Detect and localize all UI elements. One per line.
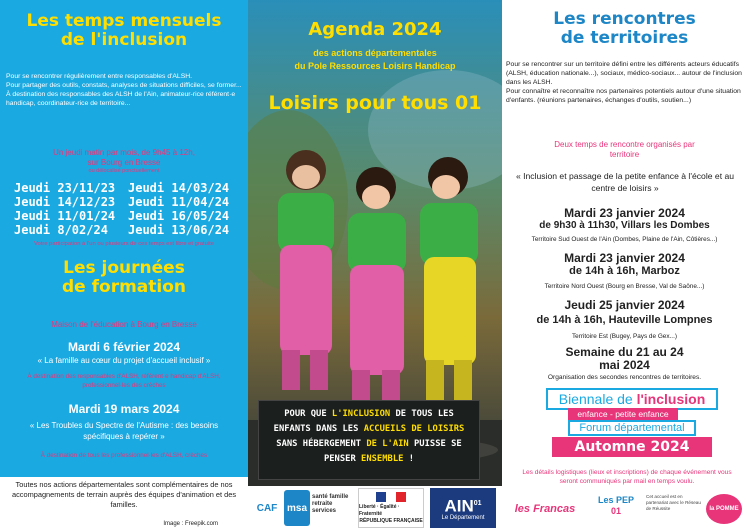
ain-number: 01 — [473, 499, 482, 507]
meeting2-time: de 14h à 16h, Marboz — [569, 265, 680, 277]
monthly-title — [0, 12, 248, 50]
subtitle-line: du Pole Ressources Loisirs Handicap — [294, 61, 456, 71]
participation-note: Votre participation à l'un ou plusieurs de ces temps est libre et gratuite — [34, 241, 214, 247]
territories-title-line2: de territoires — [560, 28, 689, 48]
children-illustration — [248, 125, 502, 425]
date-item: Jeudi 8/02/24 — [14, 223, 108, 237]
intro-paragraph: Pour se rencontrer régulièrement entre responsables d'ALSH. — [6, 73, 193, 80]
statement-part: SANS HÉBERGEMENT — [276, 439, 367, 449]
monthly-intro — [6, 72, 242, 108]
francas-text: les Francas — [514, 503, 576, 515]
inclusion-statement — [258, 400, 480, 480]
schedule-line: ou délocalisé ponctuellement — [88, 168, 160, 174]
training-place: Maison de l'éducation à Bourg en Bresse — [51, 320, 197, 329]
monthly-dates — [14, 181, 236, 237]
ain-wordmark — [444, 495, 481, 516]
pomme-text: la POMME — [709, 506, 739, 512]
territories-title-line1: Les rencontres — [553, 9, 696, 29]
meeting2-date: Mardi 23 janvier 2024 — [564, 251, 685, 265]
partner-text: Cet accueil est en partenariat avec le Réseau de Réussite — [646, 494, 701, 511]
statement-part: ACCUEILS DE LOISIRS — [363, 424, 465, 434]
logistics-details: Les détails logistiques (lieux et inscriptions) de chaque événement vous seront communiqués par mail en temps voulu. — [522, 469, 732, 485]
two-times-line: territoire — [609, 150, 640, 159]
event1-title: « La famille au cœur du projet d'accueil inclusif » — [37, 356, 211, 365]
republique-text: RÉPUBLIQUE FRANÇAISE — [359, 517, 423, 524]
msa-text: msa — [286, 502, 307, 514]
theme: « Inclusion et passage de la petite enfance à l'école et au centre de loisirs » — [515, 171, 735, 193]
two-times — [502, 140, 747, 160]
logo-strip — [248, 486, 502, 530]
meeting1-date: Mardi 23 janvier 2024 — [564, 206, 685, 220]
statement-part: L'INCLUSION — [331, 409, 391, 419]
biennale-inclusion: l'inclusion — [636, 391, 706, 407]
biennale-prefix: Biennale de — [558, 391, 637, 407]
intro-paragraph: Pour partager des outils, constats, analyses de situations difficiles, se former... — [6, 82, 242, 89]
agenda-title: Agenda 2024 — [308, 19, 442, 40]
schedule-line: Un jeudi matin par mois, de 9h45 à 12h, — [53, 148, 195, 157]
event1-date: Mardi 6 février 2024 — [67, 340, 181, 354]
subtitle-line: des actions départementales — [313, 48, 437, 58]
footer-text: Toutes nos actions départementales sont complémentaires de nos accompagnements de terrain auprès des équipes d'animation et des familles. — [11, 480, 237, 509]
event2-target: À destination de tous les professionnel·les d'ALSH, crèches — [40, 452, 208, 459]
date-item: Jeudi 11/01/24 — [14, 209, 116, 223]
statement-part: ! — [403, 454, 415, 464]
republique-motto: Liberté · Égalité · Fraternité — [359, 503, 400, 517]
statement-part: ENSEMBLE — [361, 454, 404, 464]
footer-box — [0, 477, 248, 530]
monthly-title-line1: Les temps mensuels — [26, 11, 222, 31]
biennale-subtitle: enfance - petite enfance — [568, 408, 678, 420]
pep-logo — [596, 488, 636, 524]
statement-part: POUR QUE — [284, 409, 332, 419]
ain-subtitle: Le Département — [441, 515, 485, 522]
autumn-date: Automne 2024 — [552, 437, 712, 457]
meeting2-territory: Territoire Nord Ouest (Bourg en Bresse, Val de Saône...) — [544, 283, 705, 290]
schedule-line: sur Bourg en Bresse — [87, 158, 161, 167]
event2-title: « Les Troubles du Spectre de l'Autisme : des besoins spécifiques à repérer » — [29, 421, 219, 441]
intro-paragraph: Pour se rencontrer sur un territoire défini entre les différents acteurs éducatifs (ALSH, éducation nationale...), sociaux, médico-sociaux... autour de l'inclusion dans les ALSH. — [506, 61, 742, 86]
statement-part: DE L'AIN — [366, 439, 409, 449]
training-title-line2: de formation — [62, 277, 186, 297]
territories-intro — [506, 60, 744, 105]
date-item: Jeudi 23/11/23 — [14, 181, 116, 195]
date-item: Jeudi 16/05/24 — [128, 209, 230, 223]
meeting1-time: de 9h30 à 11h30, Villars les Dombes — [539, 220, 710, 231]
training-title — [0, 259, 248, 297]
date-item: Jeudi 13/06/24 — [128, 223, 230, 237]
msa-tagline: santé famille retraite services — [312, 494, 349, 514]
meeting1-territory: Territoire Sud Ouest de l'Ain (Dombes, Plaine de l'Ain, Côtières...) — [531, 236, 718, 243]
two-times-line: Deux temps de rencontre organisés par — [554, 140, 695, 149]
francas-logo — [510, 494, 580, 524]
ain-logo — [430, 488, 496, 528]
meeting3-territory: Territoire Est (Bugey, Pays de Gex...) — [571, 333, 677, 340]
forum-box: Forum départemental — [568, 420, 696, 436]
event1-target: À destination des responsables d'ALSH, référent·e handicap d'ALSH, professionnel·les des crèches — [27, 373, 221, 389]
intro-paragraph: Pour connaître et reconnaître nos partenaires potentiels autour d'une situation d'enfants. (réunions partenaires, échanges d'outils, soutien...) — [506, 88, 741, 104]
caf-text: CAF — [256, 502, 278, 514]
week-line: Semaine du 21 au 24 — [565, 345, 684, 359]
ain-text: AIN — [444, 496, 474, 516]
caf-logo — [252, 490, 282, 526]
statement-part: DE TOUS LES ENFANTS DANS LES — [273, 409, 454, 434]
flag-icon — [376, 492, 406, 502]
week-description: Organisation des secondes rencontres de territoires. — [547, 374, 702, 381]
statement-part: PUISSE SE PENSER — [323, 439, 462, 464]
meeting3-date: Jeudi 25 janvier 2024 — [564, 298, 685, 312]
week-title — [502, 346, 747, 372]
date-item: Jeudi 11/04/24 — [128, 195, 230, 209]
agenda-subtitle — [248, 47, 502, 73]
pep-text: Les PEP — [597, 495, 635, 505]
middle-column — [248, 0, 502, 530]
week-line: mai 2024 — [599, 358, 650, 372]
pep-number: 01 — [610, 506, 621, 516]
monthly-title-line2: de l'inclusion — [60, 30, 188, 50]
left-column — [0, 0, 248, 530]
headline: Loisirs pour tous 01 — [268, 92, 482, 114]
date-item: Jeudi 14/12/23 — [14, 195, 116, 209]
event2-date: Mardi 19 mars 2024 — [68, 402, 180, 416]
intro-paragraph: À destination des responsables des ALSH de l'Ain, animateur-rice référent·e handicap, coordinateur-rice de territoire... — [6, 91, 236, 107]
meeting3-time: de 14h à 16h, Hauteville Lompnes — [536, 314, 713, 326]
monthly-schedule — [0, 148, 248, 175]
biennale-box — [546, 388, 718, 410]
image-credit: Image : Freepik.com — [163, 521, 218, 527]
right-column — [502, 0, 747, 530]
pomme-logo — [706, 494, 742, 524]
republique-logo — [358, 488, 424, 528]
date-item: Jeudi 14/03/24 — [128, 181, 230, 195]
msa-logo — [284, 490, 310, 526]
territories-title — [502, 10, 747, 48]
training-title-line1: Les journées — [63, 258, 185, 278]
